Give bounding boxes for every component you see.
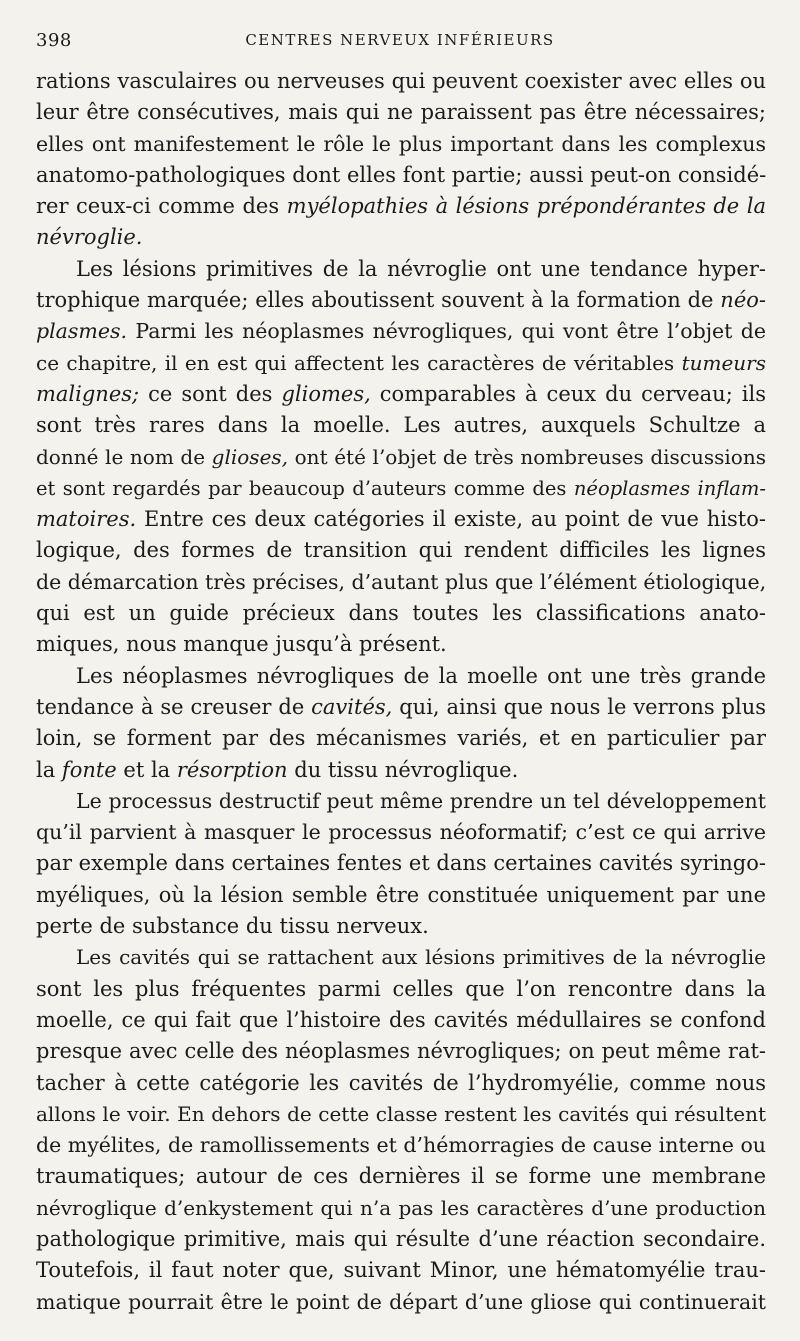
text-segment: pathologique primitive, mais qui résulte d’une réaction secondaire.: [36, 1226, 766, 1251]
italic-text: myélopathies à lésions prépondérantes de la: [286, 194, 766, 219]
text-segment: myéliques, où la lésion semble être constituée uniquement par une: [36, 882, 766, 907]
text-line: [36, 974, 766, 1005]
text-segment: loin, se forment par des mécanismes variés, et en particulier par: [36, 726, 766, 751]
text-segment: donné le nom de: [36, 444, 212, 469]
italic-text: cavités,: [311, 694, 393, 719]
text-line: [36, 285, 766, 316]
text-line: [36, 442, 766, 473]
text-line: [36, 911, 766, 942]
italic-text: tumeurs: [681, 350, 766, 375]
text-segment: Les lésions primitives de la névroglie ont une tendance hyper-: [76, 256, 766, 281]
text-line: [36, 504, 766, 535]
text-line: [36, 410, 766, 441]
text-segment: la: [36, 757, 62, 782]
text-line: [36, 97, 766, 128]
text-segment: allons le voir. En dehors de cette classe restent les cavités qui résultent: [36, 1101, 766, 1126]
text-line: [36, 1287, 766, 1318]
text-line: [36, 379, 766, 410]
text-segment: par exemple dans certaines fentes et dans certaines cavités syringo-: [36, 851, 766, 876]
text-segment: névroglique d’enkystement qui n’a pas les caractères d’une production: [36, 1195, 766, 1220]
text-segment: Le processus destructif peut même prendre un tel développement: [76, 788, 766, 813]
italic-text: matoires.: [36, 507, 137, 532]
italic-text: résorption: [176, 757, 288, 782]
italic-text: néo-: [720, 288, 766, 313]
text-line: [36, 1005, 766, 1036]
text-line: [36, 1224, 766, 1255]
text-segment: de myélites, de ramollissements et d’hémorragies de cause interne ou: [36, 1133, 766, 1158]
text-line: [36, 1193, 766, 1224]
text-line: [36, 567, 766, 598]
text-segment: ce sont des: [139, 381, 282, 406]
text-segment: logique, des formes de transition qui rendent difficiles les lignes: [36, 538, 766, 563]
text-line: [36, 723, 766, 754]
text-line: [36, 1255, 766, 1286]
text-segment: Toutefois, il faut noter que, suivant Minor, une hématomyélie trau-: [36, 1258, 766, 1283]
text-line: [36, 129, 766, 160]
text-segment: matique pourrait être le point de départ d’une gliose qui continuerait: [36, 1289, 766, 1314]
text-line: [36, 755, 766, 786]
italic-text: gliomes,: [281, 381, 371, 406]
text-segment: Les cavités qui se rattachent aux lésions primitives de la névroglie: [76, 945, 766, 970]
text-line: [36, 817, 766, 848]
text-line: [36, 222, 766, 253]
text-line: [36, 1099, 766, 1130]
text-line: [36, 160, 766, 191]
page-number: 398: [36, 30, 72, 51]
text-line: [36, 535, 766, 566]
italic-text: névroglie.: [36, 225, 143, 250]
text-segment: traumatiques; autour de ces dernières il se forme une membrane: [36, 1164, 766, 1189]
text-segment: presque avec celle des néoplasmes névrogliques; on peut même rat-: [36, 1039, 766, 1064]
text-line: [36, 254, 766, 285]
text-segment: trophique marquée; elles aboutissent souvent à la formation de: [36, 288, 721, 313]
page-header: [36, 30, 764, 56]
text-segment: qui est un guide précieux dans toutes les classifications anato-: [36, 601, 766, 626]
text-segment: perte de substance du tissu nerveux.: [36, 914, 429, 939]
text-line: [36, 786, 766, 817]
text-line: [36, 1036, 766, 1067]
text-segment: comparables à ceux du cerveau; ils: [370, 381, 766, 406]
text-line: [36, 661, 766, 692]
body-text: [36, 66, 766, 1318]
italic-text: glioses,: [211, 444, 289, 469]
text-segment: sont très rares dans la moelle. Les autres, auxquels Schultze a: [36, 413, 766, 438]
text-line: [36, 629, 766, 660]
text-line: [36, 692, 766, 723]
text-line: [36, 848, 766, 879]
text-segment: qui, ainsi que nous le verrons plus: [392, 694, 766, 719]
text-line: [36, 598, 766, 629]
text-line: [36, 1130, 766, 1161]
text-segment: sont les plus fréquentes parmi celles que l’on rencontre dans la: [36, 976, 766, 1001]
text-line: [36, 473, 766, 504]
italic-text: fonte: [61, 757, 117, 782]
text-segment: rations vasculaires ou nerveuses qui peuvent coexister avec elles ou: [36, 69, 766, 93]
text-segment: elles ont manifestement le rôle le plus important dans les complexus: [36, 131, 766, 156]
text-segment: rer ceux-ci comme des: [36, 194, 287, 219]
text-segment: et la: [116, 757, 177, 782]
text-segment: moelle, ce qui fait que l’histoire des cavités médullaires se confond: [36, 1007, 766, 1032]
running-head: CENTRES NERVEUX INFÉRIEURS: [245, 31, 555, 49]
text-segment: leur être consécutives, mais qui ne paraissent pas être nécessaires;: [36, 100, 766, 125]
text-line: [36, 316, 766, 347]
text-segment: Les néoplasmes névrogliques de la moelle ont une très grande: [76, 663, 766, 688]
text-segment: qu’il parvient à masquer le processus néoformatif; c’est ce qui arrive: [36, 820, 766, 845]
text-line: [36, 1068, 766, 1099]
text-segment: tendance à se creuser de: [36, 694, 312, 719]
text-line: [36, 66, 766, 97]
text-line: [36, 348, 766, 379]
text-segment: ce chapitre, il en est qui affectent les caractères de véritables: [36, 350, 682, 375]
text-segment: miques, nous manque jusqu’à présent.: [36, 632, 447, 657]
italic-text: néoplasmes inflam-: [573, 476, 766, 500]
text-segment: Parmi les néoplasmes névrogliques, qui vont être l’objet de: [127, 319, 766, 344]
text-segment: ont été l’objet de très nombreuses discussions: [288, 444, 766, 469]
italic-text: plasmes.: [36, 319, 128, 344]
text-segment: et sont regardés par beaucoup d’auteurs comme des: [36, 476, 574, 500]
text-segment: du tissu névroglique.: [287, 757, 519, 782]
text-line: [36, 191, 766, 222]
text-segment: tacher à cette catégorie les cavités de l’hydromyélie, comme nous: [36, 1070, 766, 1095]
text-segment: Entre ces deux catégories il existe, au point de vue histo-: [136, 507, 766, 532]
text-line: [36, 880, 766, 911]
text-segment: anatomo-pathologiques dont elles font partie; aussi peut-on considé-: [36, 162, 766, 187]
text-segment: de démarcation très précises, d’autant plus que l’élément étiologique,: [36, 569, 766, 594]
text-line: [36, 1161, 766, 1192]
text-line: [36, 942, 766, 973]
italic-text: malignes;: [36, 381, 140, 406]
